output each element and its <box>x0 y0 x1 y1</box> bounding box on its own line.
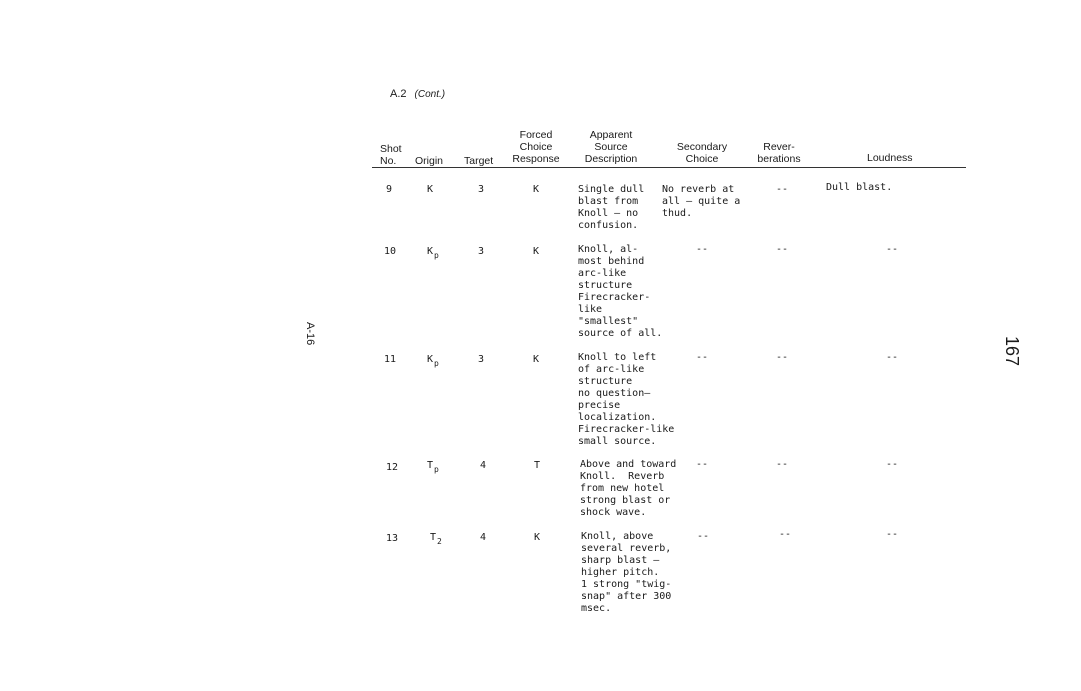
cell-shot: 9 <box>386 184 393 195</box>
cell-secondary: -- <box>697 531 710 542</box>
header-apparent-source <box>576 129 646 165</box>
header-shot-line2: No. <box>380 155 397 167</box>
cell-forced: K <box>534 532 541 543</box>
header-forced-line2: Choice <box>519 141 553 153</box>
header-secondary-line2: Choice <box>685 153 719 165</box>
cell-apparent: Single dull blast from Knoll — no confusion. <box>578 184 645 231</box>
cell-rever: -- <box>776 184 789 195</box>
cell-origin: $T_2$ <box>430 532 442 546</box>
cell-target: 4 <box>480 532 487 543</box>
cell-apparent: Knoll, above several reverb, sharp blast — higher pitch. 1 strong "twig- snap" after 300 msec. <box>581 531 672 614</box>
side-page-label: A-16 <box>304 322 316 346</box>
cell-origin: $K_p$ <box>427 246 439 260</box>
cell-loudness: -- <box>886 244 899 255</box>
cell-secondary: -- <box>696 459 709 470</box>
header-rever-line2: berations <box>757 153 801 165</box>
cell-shot: 11 <box>384 354 397 365</box>
cell-forced: T <box>534 460 541 471</box>
cell-forced: K <box>533 184 540 195</box>
cell-rever: -- <box>776 352 789 363</box>
header-forced-line1: Forced <box>519 129 553 141</box>
header-secondary-choice <box>670 141 734 165</box>
cell-origin: $K_p$ <box>427 354 439 368</box>
cell-shot: 13 <box>386 533 399 544</box>
header-shot <box>380 143 402 167</box>
cell-apparent: Above and toward Knoll. Reverb from new hotel strong blast or shock wave. <box>580 459 677 518</box>
cell-secondary: -- <box>696 244 709 255</box>
header-secondary-line1: Secondary <box>676 141 728 153</box>
cell-origin: K <box>427 184 434 195</box>
cell-forced: K <box>533 354 540 365</box>
header-forced-line3: Response <box>512 153 560 165</box>
cell-origin: $T_p$ <box>427 460 439 474</box>
cell-forced: K <box>533 246 540 257</box>
header-reverberations <box>748 141 810 165</box>
cell-secondary: No reverb at all — quite a thud. <box>662 184 741 219</box>
section-heading <box>390 88 445 100</box>
cell-shot: 10 <box>384 246 397 257</box>
page-number: 167 <box>1002 336 1022 367</box>
header-target: Target <box>464 155 494 167</box>
cell-rever: -- <box>776 459 789 470</box>
section-continued: (Cont.) <box>414 89 446 100</box>
cell-shot: 12 <box>386 462 399 473</box>
header-shot-line1: Shot <box>380 143 402 155</box>
cell-loudness: -- <box>886 352 899 363</box>
cell-rever: -- <box>776 244 789 255</box>
header-apparent-line3: Description <box>584 153 638 165</box>
header-apparent-line1: Apparent <box>589 129 633 141</box>
cell-loudness: -- <box>886 459 899 470</box>
cell-secondary: -- <box>696 352 709 363</box>
section-label: A.2 <box>390 88 407 100</box>
cell-apparent: Knoll, al- most behind arc-like structure Firecracker- like "smallest" source of all. <box>578 244 663 339</box>
header-rule <box>372 167 966 168</box>
header-rever-line1: Rever- <box>763 141 795 153</box>
cell-target: 3 <box>478 184 485 195</box>
header-loudness: Loudness <box>867 152 913 164</box>
cell-rever: -- <box>779 529 792 540</box>
header-forced-choice <box>510 129 562 165</box>
cell-target: 3 <box>478 354 485 365</box>
cell-apparent: Knoll to left of arc-like structure no question— precise localization. Firecracker-like small source. <box>578 352 675 447</box>
cell-loudness: -- <box>886 529 899 540</box>
cell-loudness: Dull blast. <box>826 182 893 193</box>
cell-target: 4 <box>480 460 487 471</box>
header-apparent-line2: Source <box>594 141 628 153</box>
header-origin: Origin <box>415 155 444 167</box>
cell-target: 3 <box>478 246 485 257</box>
